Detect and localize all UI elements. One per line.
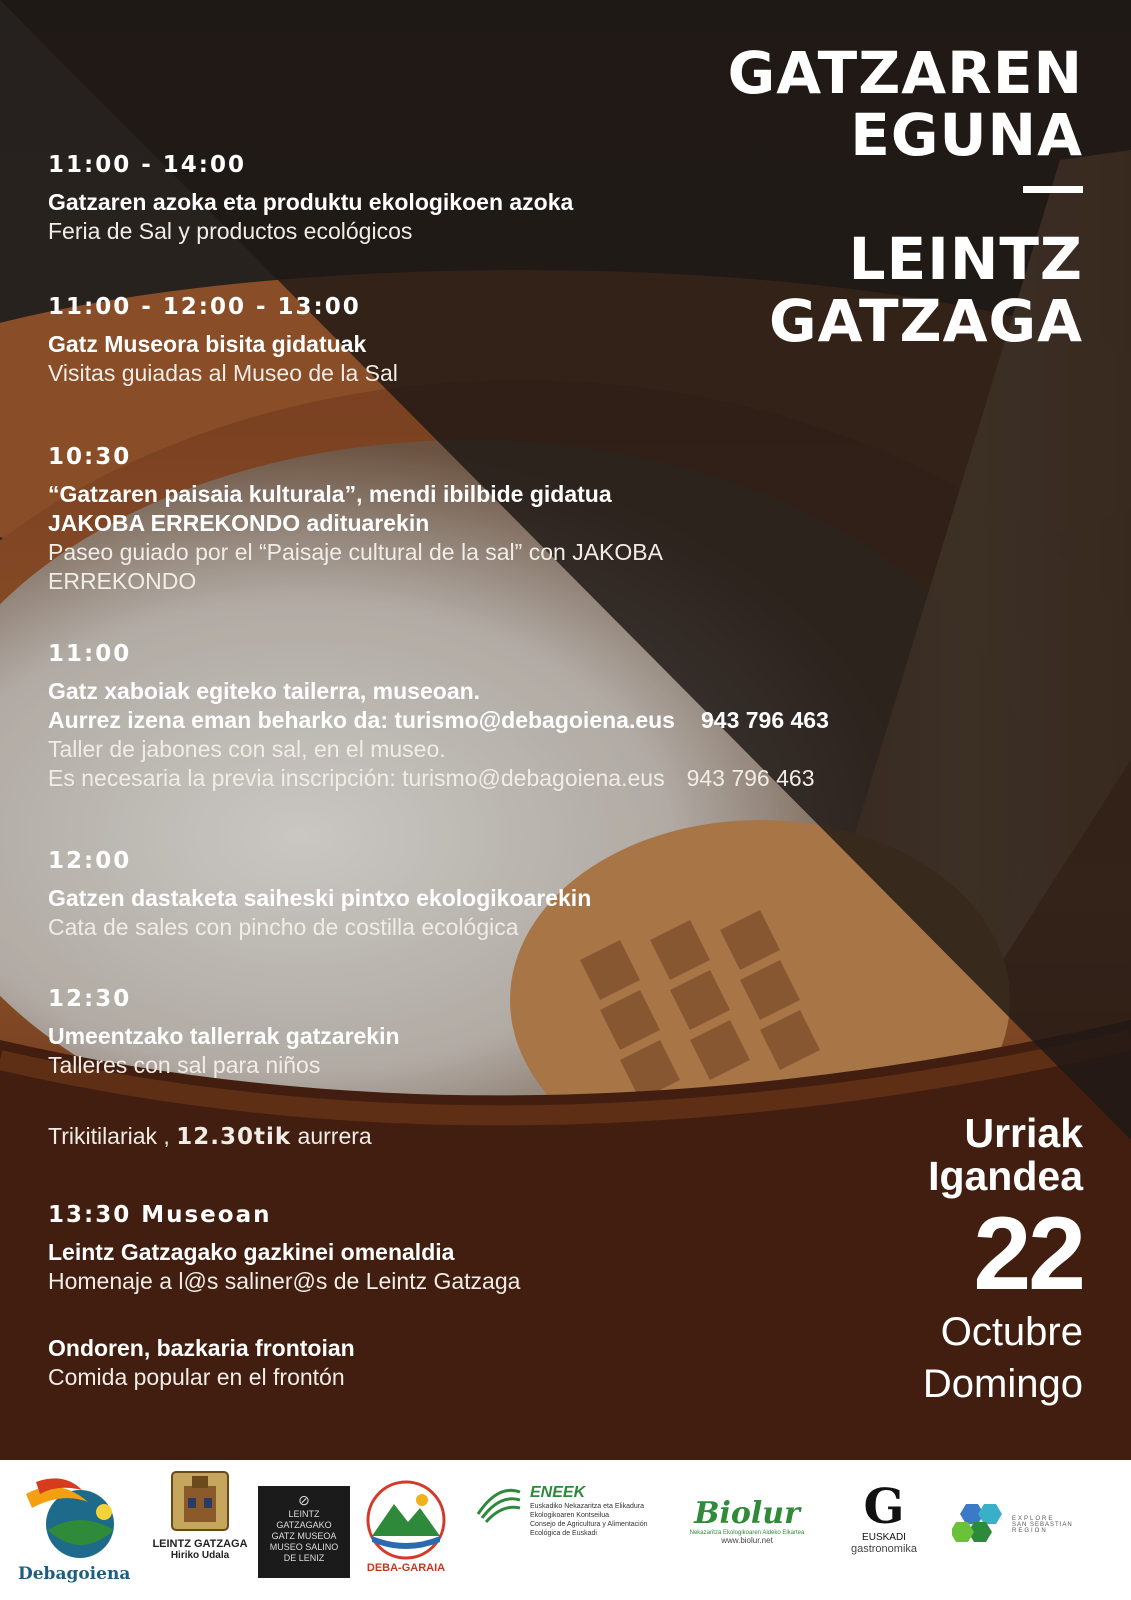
weekday-es: Domingo: [922, 1362, 1083, 1406]
mountains-emblem-icon: [360, 1480, 452, 1562]
event-title-es: Feria de Sal y productos ecológicos: [48, 218, 413, 244]
museo-symbol-icon: ⊘: [298, 1492, 310, 1508]
event-3: [48, 442, 663, 596]
event-date: [923, 1112, 1083, 1410]
event-title-es: Paseo guiado por el “Paisaje cultural de la sal” con JAKOBA: [48, 539, 663, 565]
euskadi-gastronomika-logo: [836, 1479, 932, 1555]
music-text: Trikitilariak ,: [48, 1123, 177, 1149]
event-title: [727, 39, 1083, 355]
explore-line-1: EXPLORE: [1012, 1516, 1055, 1522]
registration-text: Es necesaria la previa inscripción: turismo@debagoiena.eus: [48, 765, 665, 791]
coat-of-arms-icon: [148, 1468, 252, 1534]
title-line-3: LEINTZ: [848, 225, 1083, 293]
biolur-logo: [672, 1498, 822, 1545]
museo-line-5: DE LENIZ: [283, 1553, 325, 1563]
month-es: Octubre: [940, 1310, 1083, 1354]
eneek-line-4: Ecológica de Euskadi: [530, 1530, 597, 1537]
debagoiena-emblem-icon: [18, 1472, 128, 1562]
eneek-line-2: Ekologikoaren Kontseilua: [530, 1512, 609, 1519]
event-title-es: Homenaje a l@s saliner@s de Leintz Gatzaga: [48, 1268, 521, 1294]
explore-san-sebastian-logo: [952, 1500, 1082, 1548]
event-title-eu: Umeentzako tallerrak gatzarekin: [48, 1023, 400, 1049]
event-title-eu: JAKOBA ERREKONDO adituarekin: [48, 510, 430, 536]
event-title-eu: Gatz Museora bisita gidatuak: [48, 331, 367, 357]
music-text-end: aurrera: [291, 1123, 372, 1149]
event-9: [48, 1334, 355, 1392]
leintz-gatzaga-logo: [148, 1468, 252, 1561]
phone-number: 943 796 463: [686, 765, 815, 791]
event-title-eu: Leintz Gatzagako gazkinei omenaldia: [48, 1239, 455, 1265]
event-5: [48, 846, 591, 942]
biolur-name: Biolur: [694, 1496, 800, 1531]
debagoiena-name: Debagoiena: [18, 1564, 131, 1584]
event-title-eu: Gatz xaboiak egiteko tailerra, museoan.: [48, 678, 481, 704]
eneek-leaf-icon: [474, 1484, 524, 1524]
event-8: [48, 1200, 520, 1296]
deba-garaia-name: DEBA-GARAIA: [366, 1562, 446, 1574]
explore-line-3: REGION: [1012, 1528, 1048, 1534]
event-1: [48, 150, 573, 246]
day-number: 22: [973, 1196, 1083, 1312]
leintz-gatzaga-sub: Hiriko Udala: [170, 1550, 230, 1561]
gastronomika-text: gastronomika: [850, 1543, 918, 1555]
event-time: 12:00: [48, 848, 132, 874]
event-7: [48, 1122, 372, 1152]
deba-garaia-logo: [360, 1480, 452, 1574]
euskadi-text: EUSKADI: [862, 1532, 906, 1543]
museo-line-4: MUSEO SALINO: [269, 1542, 339, 1552]
event-time: 11:00: [48, 641, 132, 667]
month-eu: Urriak: [964, 1110, 1083, 1156]
eneek-line-3: Consejo de Agricultura y Alimentación: [530, 1521, 648, 1528]
weekday-eu: Igandea: [928, 1153, 1083, 1199]
explore-line-2: SAN SEBASTIAN: [1012, 1522, 1073, 1528]
debagoiena-logo: [18, 1472, 131, 1584]
event-title-eu: Gatzen dastaketa saiheski pintxo ekologikoarekin: [48, 885, 592, 911]
eneek-line-1: Euskadiko Nekazaritza eta Elikadura: [530, 1503, 645, 1510]
event-time: 13:30 Museoan: [48, 1202, 272, 1228]
event-title-es: ERREKONDO: [48, 568, 197, 594]
phone-number: 943 796 463: [700, 707, 829, 733]
event-time: 12:30: [48, 986, 132, 1012]
gastronomika-g-icon: G: [863, 1479, 905, 1535]
event-title-es: Comida popular en el frontón: [48, 1364, 345, 1390]
event-title-es: Taller de jabones con sal, en el museo.: [48, 736, 446, 762]
event-title-eu: Gatzaren azoka eta produktu ekologikoen azoka: [48, 189, 574, 215]
title-line-2: EGUNA: [850, 101, 1083, 169]
event-title-eu: “Gatzaren paisaia kulturala”, mendi ibilbide gidatua: [48, 481, 612, 507]
title-line-1: GATZAREN: [727, 39, 1083, 107]
event-title-es: [48, 764, 829, 793]
eneek-logo: [474, 1484, 654, 1538]
event-title-es: Cata de sales con pincho de costilla ecológica: [48, 914, 519, 940]
museo-line-3: GATZ MUSEOA: [271, 1531, 337, 1541]
leintz-gatzaga-name: LEINTZ GATZAGA: [152, 1538, 248, 1550]
event-4: [48, 639, 829, 793]
title-line-4: GATZAGA: [769, 287, 1083, 355]
biolur-subtitle: Nekazaritza Ekologikoaren Aldeko Elkartea: [689, 1530, 805, 1536]
event-2: [48, 292, 398, 388]
event-time: 10:30: [48, 444, 132, 470]
event-title-eu: Ondoren, bazkaria frontoian: [48, 1335, 355, 1361]
event-title-es: Talleres con sal para niños: [48, 1052, 321, 1078]
registration-text: Aurrez izena eman beharko da: turismo@debagoiena.eus: [48, 707, 675, 733]
event-time: 11:00 - 14:00: [48, 152, 246, 178]
eneek-title: ENEEK: [530, 1484, 586, 1501]
museo-line-1: LEINTZ: [288, 1509, 320, 1519]
gatz-museoa-logo: [258, 1486, 350, 1578]
event-title-es: Visitas guiadas al Museo de la Sal: [48, 360, 398, 386]
museo-line-2: GATZAGAKO: [276, 1520, 332, 1530]
music-time: 12.30tik: [176, 1124, 292, 1150]
event-6: [48, 984, 400, 1080]
event-title-eu: [48, 706, 829, 735]
sponsor-logos: [0, 1460, 1131, 1600]
event-time: 11:00 - 12:00 - 13:00: [48, 294, 361, 320]
biolur-url: www.biolur.net: [721, 1536, 773, 1545]
title-dash: [1023, 186, 1083, 193]
hexagon-pattern-icon: [952, 1500, 1010, 1548]
